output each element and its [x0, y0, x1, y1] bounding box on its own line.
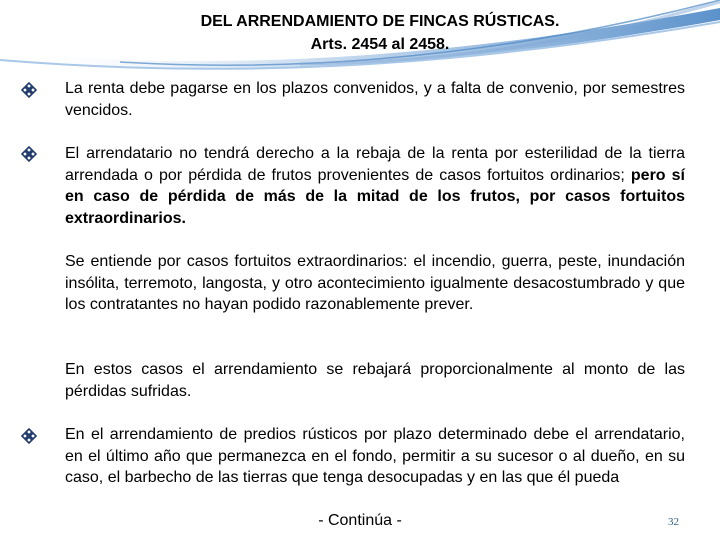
slide-title [120, 10, 640, 56]
paragraph-rebaja: En estos casos el arrendamiento se rebajará proporcionalmente al monto de las pérdidas sufridas. [65, 361, 685, 400]
title-line-2: Arts. 2454 al 2458. [310, 36, 450, 53]
diamond-bullet-icon [20, 81, 38, 99]
esterilidad-normal-text: El arrendatario no tendrá derecho a la rebaja de la renta por esterilidad de la tierra arrendada o por pérdida de frutos provenientes de casos fortuitos ordinarios; [65, 145, 685, 184]
paragraph-casos-fortuitos: Se entiende por casos fortuitos extraordinarios: el incendio, guerra, peste, inundación insólita, terremoto, langosta, y otro acontecimiento igualmente desacostumbrado y que los contratantes no hayan podido razonablemente prever. [65, 253, 685, 313]
continua-label: - Continúa - [318, 512, 402, 529]
bullet-paragraph-renta: La renta debe pagarse en los plazos convenidos, y a falta de convenio, por semestres vencidos. [65, 80, 685, 119]
diamond-bullet-icon [20, 427, 38, 445]
bullet-paragraph-barbecho: En el arrendamiento de predios rústicos por plazo determinado debe el arrendatario, en el último año que permanezca en el fondo, permitir a su sucesor o al dueño, en su caso, el barbecho de las tierras que tenga desocupadas y en las que él pueda [65, 426, 685, 486]
title-line-1: DEL ARRENDAMIENTO DE FINCAS RÚSTICAS. [200, 13, 560, 30]
page-number: 32 [668, 516, 679, 528]
bullet-paragraph-esterilidad [65, 143, 685, 229]
esterilidad-bold-text: pero sí en caso de pérdida de más de la mitad de los frutos, por casos fortuitos extraordinarios. [65, 166, 685, 227]
diamond-bullet-icon [20, 145, 38, 163]
